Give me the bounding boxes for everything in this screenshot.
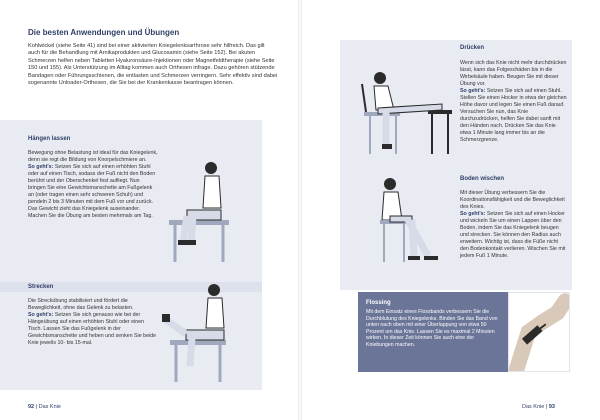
strecken-text1: Die Streckübung stabilisiert und fördert die Beweglichkeit, ohne das Gelenk zu belasten. [28,298,134,311]
boden-text2: Setzen Sie sich auf einen Hocker und wickeln Sie um einen Lappen über den Boden, indem Sie das Kniegelenk beugen und strecken. Sie können den Radius auch erweitern. Wichtig ist, dass die Füße nicht den Bodenkontakt verlieren. Wischen Sie mit jedem Fuß 1 Minute. [460,211,566,259]
intro-paragraph: Kohlwickel (siehe Seite 41) sind bei einer aktivierten Kniegelenksarthrose sehr hilfreich. Das gilt auch für die Behandlung mit Arnikaprodukten und Glucosamin (siehe Seite 152). Bei akuten Schmerzen helfen neben Tabletten Hyaluronsäure-Injektionen oder Magnetfeldtherapie (siehe Seite 150 und 155). Als Unterstützung im Alltag kommen auch Orthesen infrage. Dazu gehören stützende Bandagen oder Führungsschienen, die entlasten und Schmerzen verringern. Sehr effektiv sind dabei sogenannte Unloader-Orthesen, die Sie bei der Krankenkasse beantragen können. [28,43,278,87]
panel-heading-druecken: Drücken [460,45,485,51]
boden-sogehts: So geht's: [460,211,486,217]
boden-text [460,190,568,260]
book-gutter [298,0,302,420]
panel-heading-boden: Boden wischen [460,176,505,182]
druecken-illustration [358,72,458,156]
druecken-sogehts: So geht's: [460,88,486,94]
flossing-illustration [508,292,570,372]
boden-illustration [372,176,452,266]
footer-right-sep: | [545,404,548,410]
druecken-text [460,60,568,144]
panel-heading-strecken: Strecken [0,282,262,292]
strecken-text2: Setzen Sie sich genauso wie bei der Hängeübung auf einen erhöhten Stuhl oder einen Tisch. Lassen Sie das Fußgelenk in der Gewichtsmanschette und heben und senken Sie beide Knie jeweils 10- bis 15-mal. [28,312,157,346]
haengen-text [28,150,158,220]
flossing-box [358,292,508,372]
footer-right-page: 93 [548,404,555,410]
footer-right [522,404,555,410]
footer-left [28,404,61,410]
panel-strecken [0,278,262,390]
haengen-sogehts: So geht's: [28,164,54,170]
footer-left-chapter: Das Knie [38,404,61,410]
haengen-text2: Setzen Sie sich auf einen erhöhten Stuhl oder auf einen Tisch, sodass der Fuß nicht den Boden berührt und der Oberschenkel fest aufliegt. Nun bringen Sie eine Gewichtsmanschette am Fußgelenk an (oder tragen einen sehr schweren Schuh) und pendeln 2 bis 3 Minuten mit dem Fuß vor und zurück. Das Gewicht zieht das Kniegelenk auseinander. Machen Sie die Übung am besten mehrmals am Tag. [28,164,156,219]
footer-left-page: 92 [28,404,35,410]
druecken-text2: Setzen Sie sich auf einen Stuhl. Stellen Sie einen Hocker in etwa der gleichen Höhe davor und legen Sie einen Fuß darauf. Versuchen Sie nun, das Knie durchzudrücken, helfen Sie dabei sanft mit den Händen nach. Drücken Sie das Knie etwa 1 Minute lang immer bis an die Schmerzgrenze. [460,88,567,143]
boden-text1: Mit dieser Übung verbessern Sie die Koordinationsfähigkeit und die Beweglichkeit des Knies. [460,190,565,210]
druecken-text1: Wenn sich das Knie nicht mehr durchdrücken lässt, kann das Folgeschäden bis in die Wirbelsäule haben. Beugen Sie mit dieser Übung vor. [460,60,567,87]
footer-left-sep: | [35,404,38,410]
flossing-heading: Flossing [366,300,391,306]
strecken-sogehts: So geht's: [28,312,54,318]
panel-haengen [0,120,262,278]
footer-right-chapter: Das Knie [522,404,545,410]
strecken-illustration [162,282,254,386]
strecken-text [28,298,158,347]
section-title: Die besten Anwendungen und Übungen [28,28,180,37]
haengen-text1: Bewegung ohne Belastung ist ideal für das Kniegelenk, denn sie regt die Bildung von Knorpelschmiere an. [28,150,158,163]
flossing-text: Mit dem Einsatz eines Flossbands verbessern Sie die Durchblutung des Kniegelenks. Binden Sie das Band von unten nach oben mit einer Überlappung von etwa 50 Prozent um das Knie. Lassen Sie es maximal 2 Minuten wirken. In dieser Zeit können Sie auch eine der Kniebungen machen. [366,309,498,348]
panel-heading-haengen: Hängen lassen [28,136,71,142]
haengen-illustration [165,160,245,265]
